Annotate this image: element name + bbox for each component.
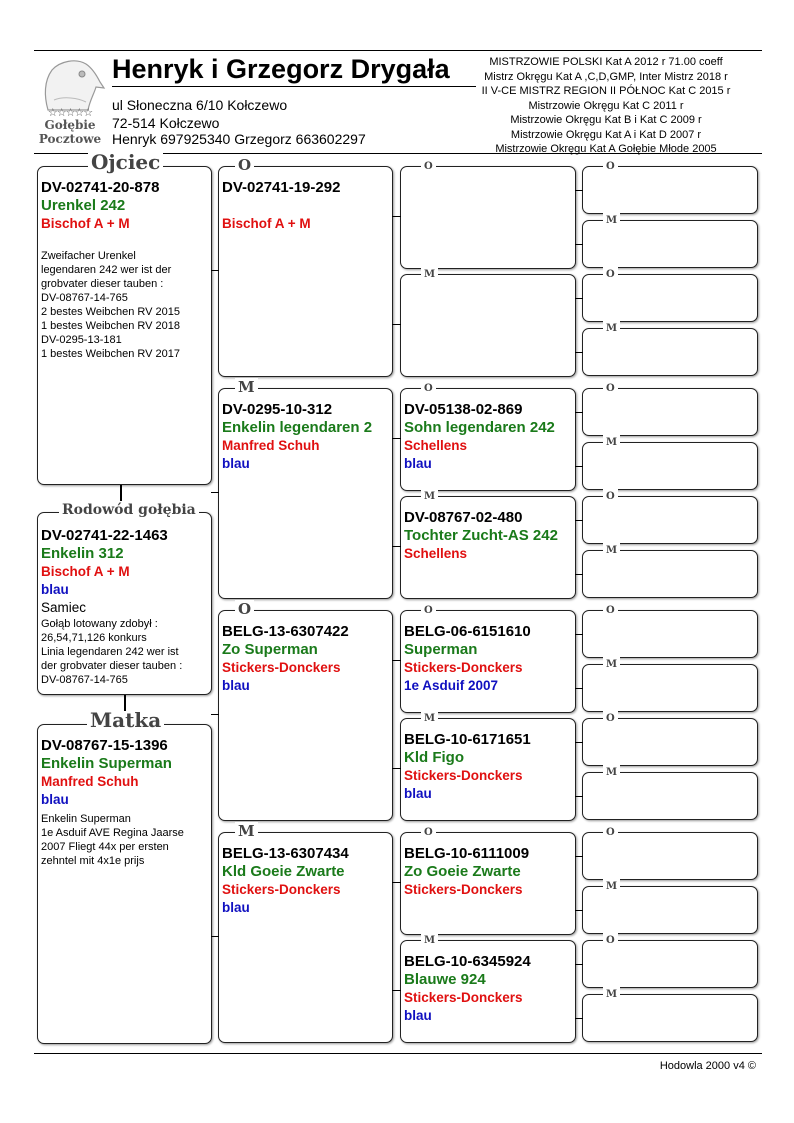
sex-label: M (603, 986, 620, 1004)
note-line: Linia legendaren 242 wer ist (41, 646, 179, 658)
achievement: II V-CE MISTRZ REGION II PÓŁNOC Kat C 2015 r (481, 85, 731, 97)
connector (211, 492, 219, 493)
pigeon-name: Zo Goeie Zwarte (404, 863, 521, 880)
phone-numbers: Henryk 697925340 Grzegorz 663602297 (112, 131, 366, 147)
sex-label: M (603, 878, 620, 896)
ring-number: DV-02741-22-1463 (41, 527, 168, 544)
ancestor-card (582, 215, 758, 268)
pigeon-name: Enkelin legendaren 2 (222, 419, 373, 436)
sex-label: M (603, 434, 620, 452)
sex-label: O (603, 824, 618, 842)
color: blau (41, 792, 69, 807)
ancestor-card (400, 269, 576, 377)
achievement: MISTRZOWIE POLSKI Kat A 2012 r 71.00 coeff (489, 56, 723, 68)
sex-label: O (235, 156, 254, 174)
connector (575, 796, 583, 797)
color: blau (41, 582, 69, 597)
sex-label: O (603, 158, 618, 176)
ancestor-card (582, 437, 758, 490)
color: blau (404, 456, 432, 471)
subject-card (37, 502, 212, 695)
pigeon-name: Tochter Zucht-AS 242 (404, 527, 558, 544)
ring-number: BELG-13-6307422 (222, 623, 349, 640)
ancestor-card (582, 881, 758, 934)
breeder: Stickers-Donckers (222, 660, 341, 675)
color: blau (404, 786, 432, 801)
connector (575, 520, 583, 521)
connector (575, 412, 583, 413)
ring-number: DV-02741-20-878 (41, 179, 160, 196)
logo-text-line2: Pocztowe (38, 132, 102, 146)
note-line: Zweifacher Urenkel (41, 250, 136, 262)
connector (575, 634, 583, 635)
sex-label: M (235, 378, 258, 396)
achievements-list (456, 55, 756, 157)
connector (392, 546, 401, 547)
connector (392, 882, 401, 883)
note-line: Enkelin Superman (41, 813, 131, 825)
ancestor-card (218, 822, 393, 1043)
ring-number: BELG-10-6111009 (404, 845, 530, 862)
connector (575, 742, 583, 743)
notes (41, 249, 209, 361)
color: blau (222, 456, 250, 471)
ring-number: DV-0295-10-312 (222, 401, 333, 418)
breeder: Schellens (404, 546, 468, 561)
note-line: 2 bestes Weibchen RV 2015 (41, 306, 181, 318)
ancestor-card (218, 378, 393, 599)
pigeon-name: Kld Figo (404, 749, 464, 766)
sex-label: O (421, 158, 436, 176)
note-line: 26,54,71,126 konkurs (41, 632, 147, 644)
mother-label: Matka (87, 711, 164, 729)
sex-label: M (603, 542, 620, 560)
ring-number: DV-08767-15-1396 (41, 737, 168, 754)
address-line1: ul Słoneczna 6/10 Kołczewo (112, 97, 288, 113)
color: 1e Asduif 2007 (404, 678, 499, 693)
note-line: 2007 Fliegt 44x per ersten (41, 841, 169, 853)
sex-label: O (603, 380, 618, 398)
ancestor-card (400, 161, 576, 269)
connector (575, 298, 583, 299)
note-line: legendaren 242 wer ist der (41, 264, 172, 276)
connector (575, 466, 583, 467)
notes (41, 617, 209, 687)
ancestor-card (582, 767, 758, 820)
connector (575, 856, 583, 857)
breeder: Stickers-Donckers (404, 768, 523, 783)
breeder: Stickers-Donckers (222, 882, 341, 897)
color: blau (404, 1008, 432, 1023)
sex-label: M (603, 656, 620, 674)
ring-number: BELG-06-6151610 (404, 623, 531, 640)
pigeon-name: Enkelin Superman (41, 755, 172, 772)
notes (41, 812, 209, 868)
connector (392, 324, 401, 325)
breeder: Bischof A + M (41, 216, 130, 231)
footer-credit: Hodowla 2000 v4 © (659, 1060, 756, 1072)
color: blau (222, 678, 250, 693)
connector (575, 190, 583, 191)
achievement: Mistrz Okręgu Kat A ,C,D,GMP, Inter Mistrz 2018 r (484, 70, 728, 83)
pigeon-name: Blauwe 924 (404, 971, 486, 988)
sex-label: O (603, 932, 618, 950)
sex-label: M (603, 320, 620, 338)
note-line: grobvater dieser tauben : (41, 278, 164, 290)
sex-label: O (603, 266, 618, 284)
ring-number: DV-05138-02-869 (404, 401, 523, 418)
logo-stars: ☆☆☆☆☆ (47, 107, 93, 119)
logo (34, 56, 106, 148)
pigeon-name (404, 287, 573, 305)
ancestor-card (218, 156, 393, 377)
ancestor-card (582, 161, 758, 214)
sex-label: M (603, 212, 620, 230)
ancestor-card (582, 827, 758, 880)
note-line: 1 bestes Weibchen RV 2017 (41, 348, 181, 360)
ancestor-card (582, 491, 758, 544)
breeder: Manfred Schuh (41, 774, 139, 789)
subject-label: Rodowód gołębia (59, 501, 199, 519)
ancestor-card (582, 545, 758, 598)
pigeon-name: Sohn legendaren 242 (404, 419, 555, 436)
connector (392, 660, 401, 661)
ring-number: BELG-13-6307434 (222, 845, 349, 862)
sex-label: O (421, 602, 436, 620)
sex-label: O (421, 380, 436, 398)
connector (575, 1018, 583, 1019)
pigeon-head-icon (34, 56, 106, 111)
breeder: Stickers-Donckers (404, 660, 523, 675)
breeder: Schellens (404, 438, 468, 453)
sex-label: O (603, 602, 618, 620)
sex-label: O (235, 600, 254, 618)
sex-label: O (603, 710, 618, 728)
connector (392, 768, 401, 769)
sex-label: M (421, 266, 438, 284)
sex-label: M (603, 764, 620, 782)
pigeon-name: Urenkel 242 (41, 197, 126, 214)
connector (575, 964, 583, 965)
note-line: Gołąb lotowany zdobył : (41, 618, 158, 630)
pigeon-name: Kld Goeie Zwarte (222, 863, 345, 880)
sex-label: O (603, 488, 618, 506)
ancestor-card (582, 989, 758, 1042)
ancestor-card (400, 713, 576, 821)
ring-number: DV-02741-19-292 (222, 179, 341, 196)
color: blau (222, 900, 250, 915)
sex-label: M (421, 488, 438, 506)
connector (211, 936, 219, 937)
connector (392, 990, 401, 991)
logo-text-line1: Gołębie (44, 118, 96, 132)
note-line: 1 bestes Weibchen RV 2018 (41, 320, 181, 332)
ancestor-card (400, 383, 576, 491)
header-top-rule (34, 50, 762, 51)
breeder-title: Henryk i Grzegorz Drygała (112, 54, 476, 87)
connector (211, 714, 219, 715)
connector (575, 688, 583, 689)
connector (575, 910, 583, 911)
father-card (37, 150, 212, 485)
note-line: der grobvater dieser tauben : (41, 660, 183, 672)
ancestor-card (400, 605, 576, 713)
breeder: Manfred Schuh (222, 438, 320, 453)
ancestor-card (582, 383, 758, 436)
address-line2: 72-514 Kołczewo (112, 115, 220, 131)
ring-number: DV-08767-02-480 (404, 509, 523, 526)
achievement: Mistrzowie Okręgu Kat A i Kat D 2007 r (510, 128, 702, 141)
ancestor-card (582, 323, 758, 376)
note-line: DV-08767-14-765 (41, 674, 128, 686)
ring-number: BELG-10-6345924 (404, 953, 531, 970)
pigeon-name (404, 179, 573, 197)
sex-label: M (235, 822, 258, 840)
sex-label: M (421, 710, 438, 728)
ancestor-card (218, 600, 393, 821)
footer-rule (34, 1053, 762, 1054)
connector (575, 352, 583, 353)
achievement: Mistrzowie Okręgu Kat C 2011 r (528, 99, 684, 112)
ring-number: BELG-10-6171651 (404, 731, 531, 748)
pigeon-name (222, 197, 390, 215)
note-line: 1e Asduif AVE Regina Jaarse (41, 827, 184, 839)
achievement: Mistrzowie Okręgu Kat B i Kat C 2009 r (510, 114, 702, 126)
ancestor-card (582, 935, 758, 988)
mother-card (37, 708, 212, 1044)
pigeon-name: Superman (404, 641, 478, 658)
sex-label: O (421, 824, 436, 842)
ancestor-card (582, 659, 758, 712)
pigeon-name: Enkelin 312 (41, 545, 124, 562)
note-line: DV-0295-13-181 (41, 334, 122, 346)
ancestor-card (582, 605, 758, 658)
connector (392, 438, 401, 439)
ancestor-card (400, 491, 576, 599)
ancestor-card (582, 269, 758, 322)
pigeon-name: Zo Superman (222, 641, 318, 658)
connector (211, 270, 219, 271)
ancestor-card (400, 827, 576, 935)
breeder: Bischof A + M (222, 216, 311, 231)
connector (392, 216, 401, 217)
connector (575, 244, 583, 245)
ancestor-card (582, 713, 758, 766)
note-line: DV-08767-14-765 (41, 292, 128, 304)
note-line: zehntel mit 4x1e prijs (41, 855, 145, 867)
ancestor-card (400, 935, 576, 1043)
connector (575, 574, 583, 575)
sex-label: M (421, 932, 438, 950)
sex: Samiec (41, 600, 87, 615)
breeder: Stickers-Donckers (404, 990, 523, 1005)
breeder: Bischof A + M (41, 564, 130, 579)
father-label: Ojciec (88, 153, 163, 171)
breeder: Stickers-Donckers (404, 882, 523, 897)
achievement: Mistrzowie Okręgu Kat A Gołębie Młode 2005 (495, 143, 717, 155)
